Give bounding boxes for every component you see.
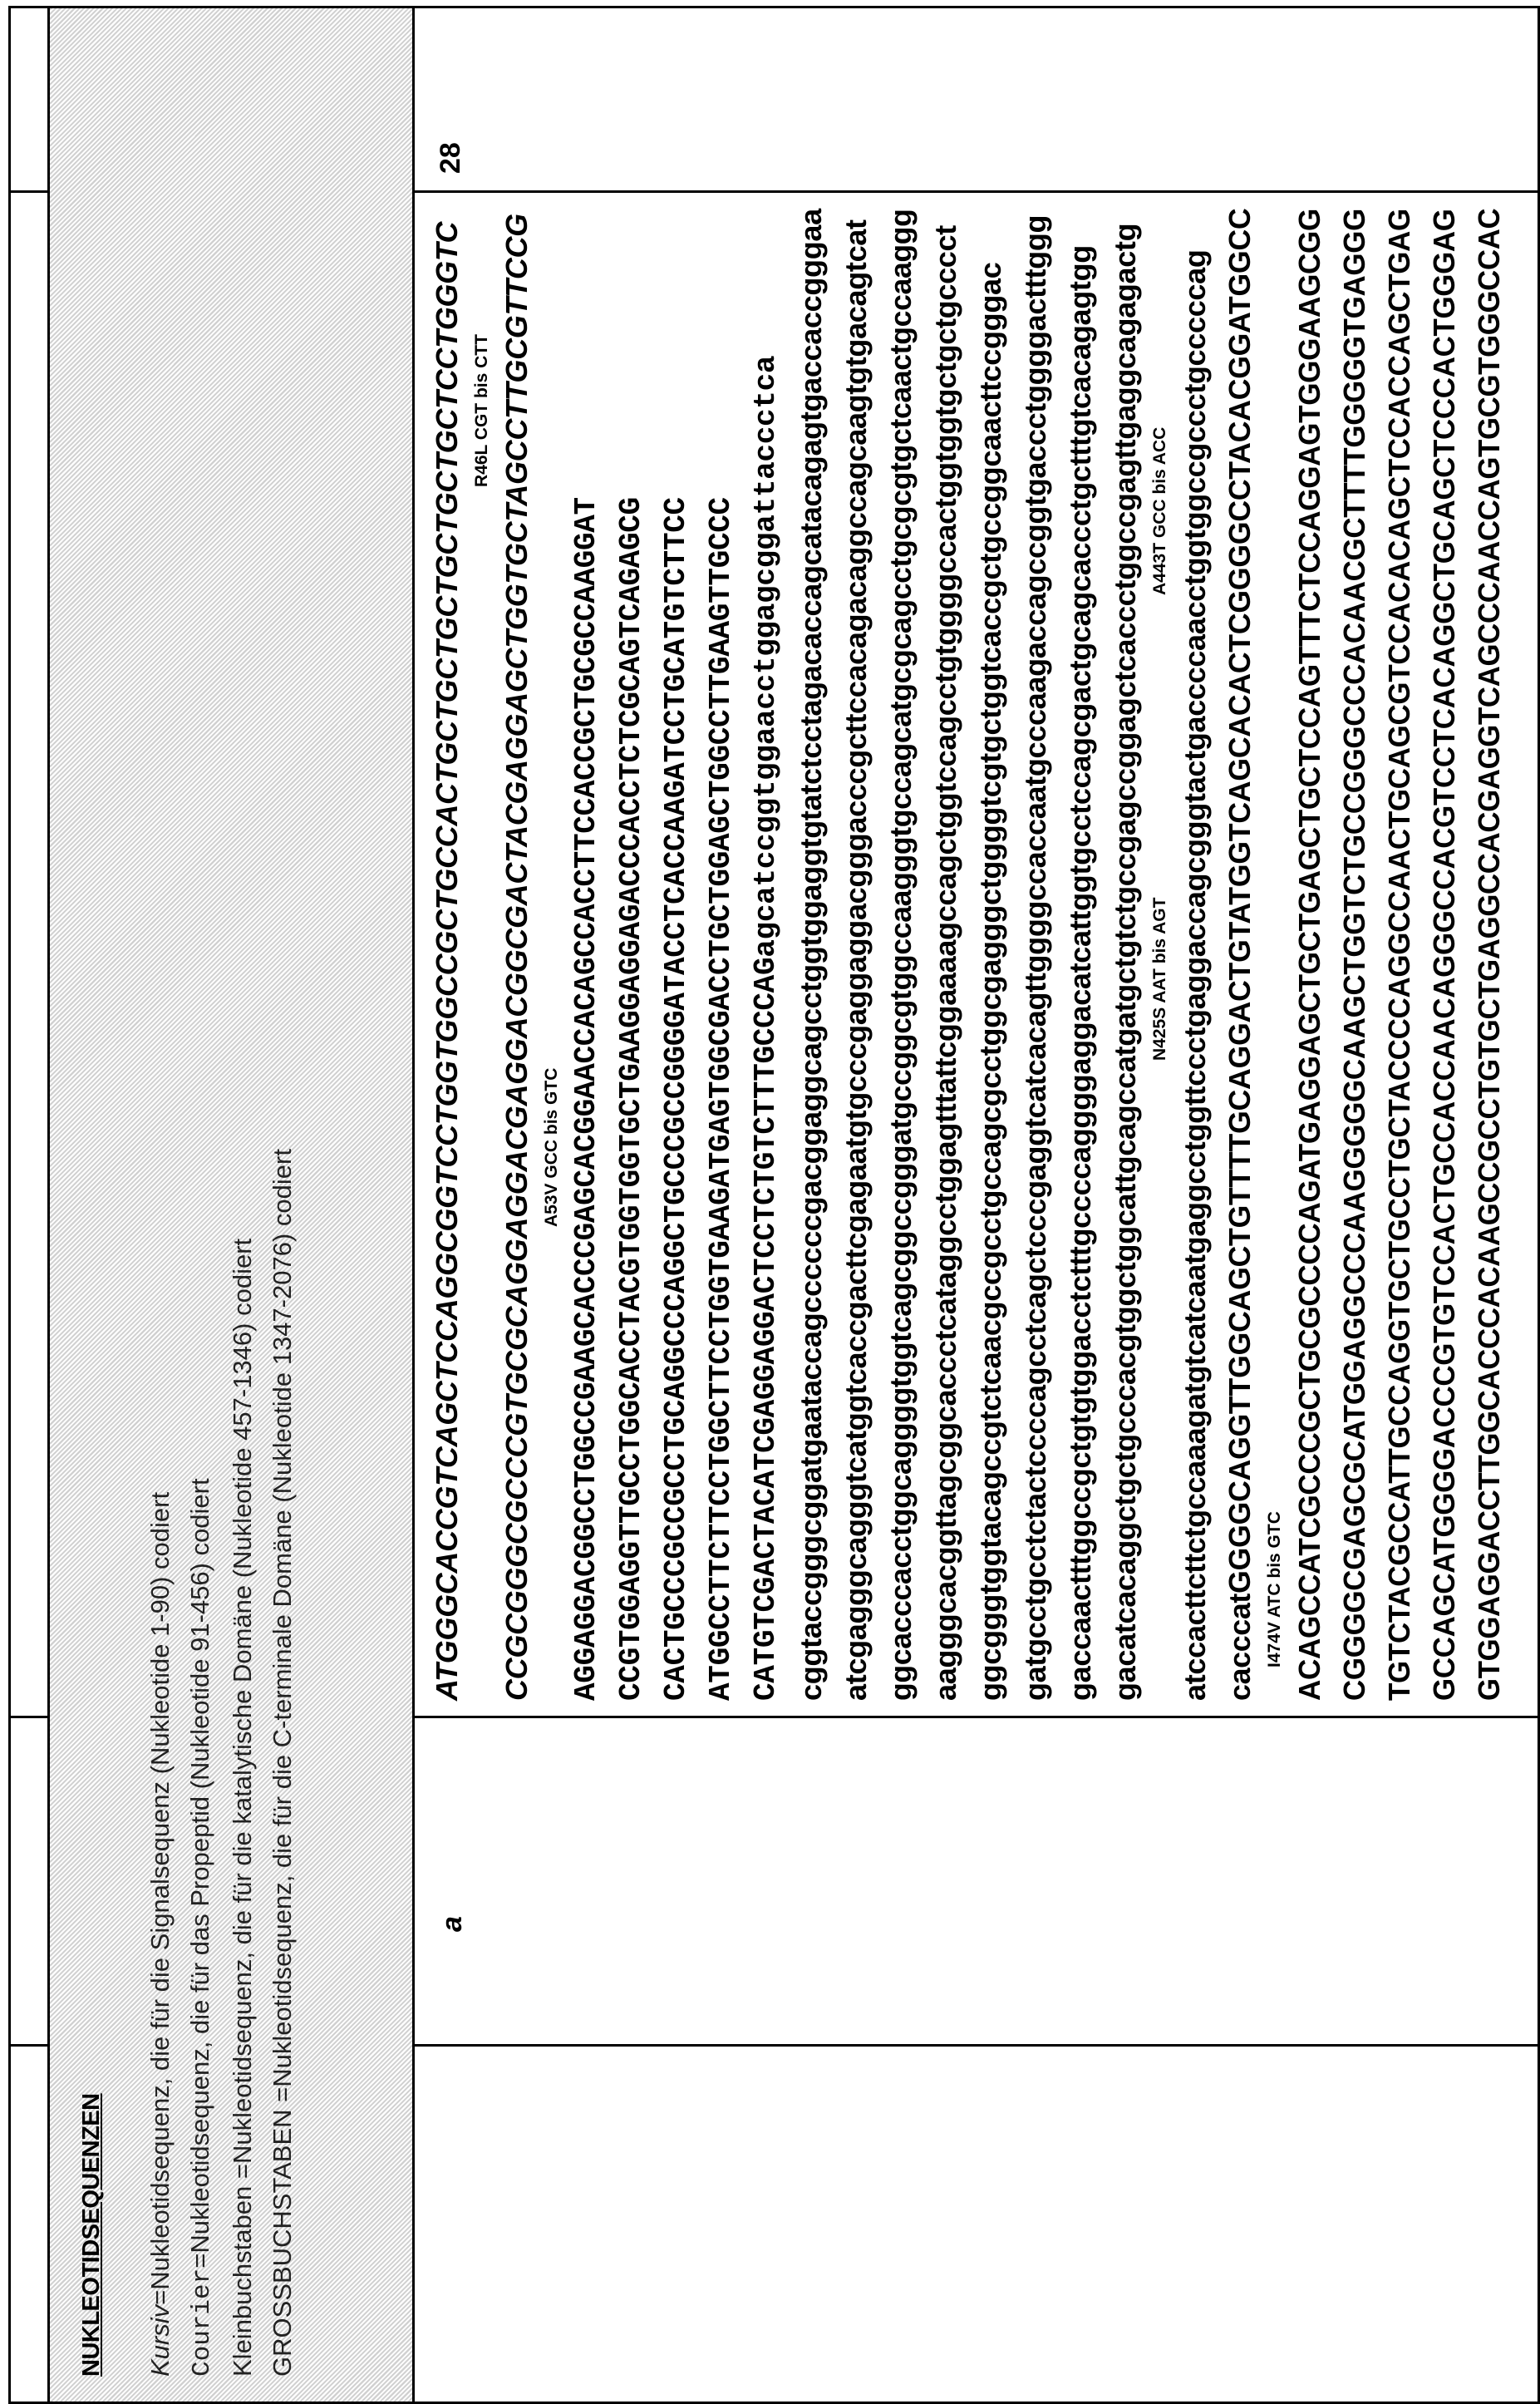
sequence-line: CGGGGCGAGCGCATGGAGGCCCAAGGGGGCAAGCTGGTCTGCCGGGCCCACAACGCTTTTGGGGGTGAGGG	[1332, 254, 1377, 1701]
legend-uppercase: GROSSBUCHSTABEN =Nukleotidsequenz, die für die C-terminale Domäne (Nukleotide 1347-2076) codiert	[263, 33, 303, 2377]
sequence-line: GTGGAGGACCTTGGCACCCACAAGCCGCCTGTGCTGAGGCCACGAGGTCAGCCCAACCAGTGCGTGGGCCAC	[1467, 262, 1512, 1701]
sequence-line: cacccatGGGGCAGGTTGGCAGCTGTTTTGCAGGACTGTATGGTCAGCACACTCGGGGCCTACACGGATGGCC	[1218, 219, 1262, 1701]
sequence-line: atcgagggcagggtcatggtcaccgacttcgagaatgtgcccgaggaggacgggacccgcttccacagacaggccagcaagtgtgacagtcat	[834, 209, 878, 1701]
rotated-document-page	[0, 0, 1475, 2404]
sequence-line: ATGGCCTTCTTCCTGGCTTCCTGGTGAAGATGAGTGGCGACCTGCTGGAGCTGGCCTTGAAGTTGCCC	[699, 209, 744, 1701]
sequence-line: CCGTGGAGGTTGCCTGGCACCTACGTGGTGGTGCTGAAGGAGGAGACCCACCTCTCGCAGTCAGAGCG	[609, 209, 654, 1701]
legend-italic: Kursiv=Nukleotidsequenz, die für die Signalsequenz (Nukleotide 1-90) codiert	[140, 33, 180, 2377]
annotation-line	[539, 208, 564, 1701]
annotation-line	[1262, 208, 1287, 1701]
sequence-line: CCGCGGGCGCCCGTGCGCAGGAGGACGAGGACGGCGACTACGAGGAGCTGGTGCTAGCCTTGCGTTCCG	[494, 209, 539, 1701]
header-row	[49, 7, 414, 2403]
annotation-line	[1148, 208, 1173, 1701]
section-title: NUKLEOTIDSEQUENZEN	[73, 33, 111, 2377]
sequence-line: GCCAGCATGGGGACCCGTGTCCACTGCCACCAACAGGGCCACGTCCTCACAGGCTGCAGCTCCCACTGGGAG	[1422, 255, 1467, 1701]
sequence-line: gacatcacaggctgctgcccacgtggctggcattgcagccatgatgctgtctgccgagccggagctcaccctggccgagttgaggcagagactg	[1103, 209, 1148, 1701]
sequence-line: CATGTCGACTACATCGAGGAGGACTCCTCTGTCTTTGCCCAGagcatccggtggaacctggagcggattaccctca	[744, 209, 789, 1701]
nucleotide-sequence-cell	[414, 192, 1539, 1717]
legend-courier: Courier=Nukleotidsequenz, die für das Propeptid (Nukleotide 91-456) codiert	[180, 33, 223, 2377]
sequence-line: atccacttcttctgccaaagatgtcatcaatgaggcctggttccctgaggaccagcgggtactgaccccaacctggtggccgccctgcccccag	[1173, 209, 1218, 1701]
mutation-annotation: A53V GCC bis GTC	[539, 1068, 564, 1227]
sequence-line: ggcacccacctggcaggggtggtcagcggccgggatgccggcgtggccaagggtgccagcatgcgcagcctgcgcgtgctcaactgccaaggg	[878, 229, 923, 1701]
mutation-annotation: N425S AAT bis AGT	[1148, 898, 1173, 1061]
annotation-line	[470, 208, 494, 1701]
sequence-line: gatgcctgcctctactccccagcctcagctcccgaggtcatcacagttggggccaccaatgcccaagaccagccggtgaccctggggactttggg	[1013, 209, 1058, 1701]
legend-lowercase: Kleinbuchstaben =Nukleotidsequenz, die für die katalytische Domäne (Nukleotide 457-1346) codiert	[223, 33, 263, 2377]
row-label: a	[414, 1717, 1539, 2046]
sequence-line: gaccaactttggccgctgtgtggacctctttgccccaggggaggacatcattggtgcctccagcgactgcagcaccctgctttgtcacagagtgg	[1058, 209, 1103, 1701]
table-row	[414, 7, 1539, 2403]
sequence-line: CACTGCCCGCCGCCTGCAGGCCCAGGCTGCCCGCCGGGGATACCTCACCAAGATCCTGCATGTCTTCC	[654, 209, 699, 1701]
sequence-line: TGTCTACGCCATTGCCAGGTGCTGCCTGCTACCCCAGGCCAACTGCAGCGTCCACACAGCTCCACCAGCTGAG	[1377, 252, 1422, 1701]
sequence-line: ggcgggtggtacagccgtctcaacgccgcctgccagcgcctggcgagggctggggtcgtgctggtcaccgctgccggcaacttccgggac	[968, 209, 1013, 1701]
header-cell	[49, 7, 414, 2403]
sequence-line: AGGAGGACGGCCTGGCCGAAGCACCCGAGCACGGAACCACAGCCACCTTCCACCGCTGCGCCAAGGAT	[564, 209, 609, 1701]
mutation-annotation: A443T GCC bis ACC	[1148, 427, 1173, 595]
mutation-annotation: R46L CGT bis CTT	[470, 334, 494, 487]
sequence-id-number: 28	[414, 7, 1539, 192]
mutation-annotation: I474V ATC bis GTC	[1262, 1511, 1287, 1668]
sequence-line: cggtaccgggcggatgaataccagccccccgacggaggcagcctggtggaggtgtatctcctagacaccagcatacagagtgaccaccgggaa	[789, 209, 834, 1701]
sequence-line: aagggcacggttagcggcaccctcataggcctggagtttattcggaaaagccagctggtccagcctgtggggccactggtggtgctgctgcccct	[923, 209, 968, 1701]
sequence-line: ATGGGCACCGTCAGCTCCAGGCGGTCCTGGTGGCCGCTGCCACTGCTGCTGCTGCTGCTGCTCCTGGGTC	[425, 209, 470, 1701]
table-top-row	[10, 7, 49, 2403]
sequence-table	[8, 6, 1540, 2404]
empty-cell	[414, 2046, 1539, 2403]
sequence-line: ACAGCCATCGCCCGCTGCGCCCCAGATGAGGAGCTGCTGAGCTGCTCCAGTTTCTCCAGGAGTGGGAAGCGG	[1287, 249, 1332, 1701]
